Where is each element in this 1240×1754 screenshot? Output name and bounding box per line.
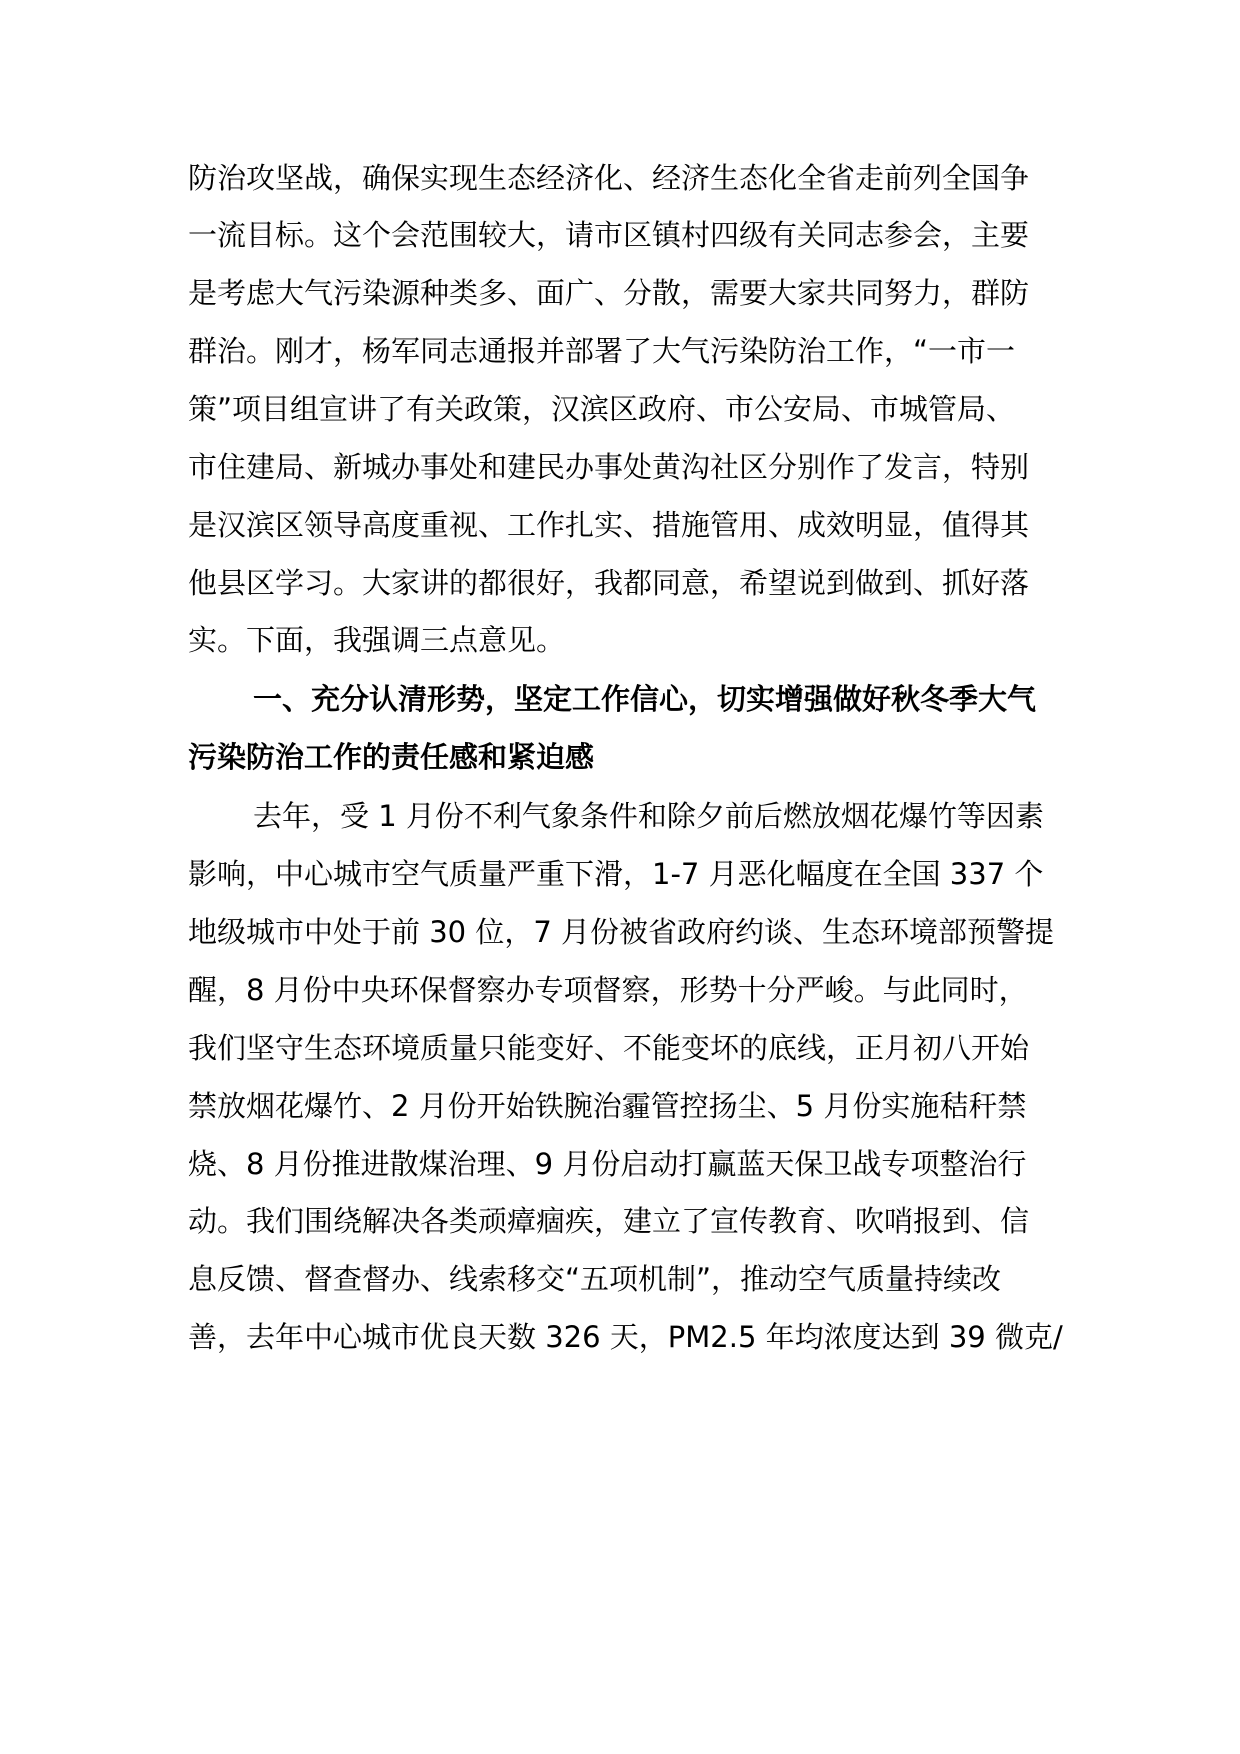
text-line: 醒，8 月份中央环保督察办专项督察，形势十分严峻。与此同时， [188,973,1028,1007]
text-line: 息反馈、督查督办、线索移交“五项机制”，推动空气质量持续改 [188,1262,1002,1296]
text-line: 策”项目组宣讲了有关政策，汉滨区政府、市公安局、市城管局、 [188,392,1016,426]
heading-line: 一、充分认清形势，坚定工作信心，切实增强做好秋冬季大气 [253,682,1037,716]
text-line: 是考虑大气污染源种类多、面广、分散，需要大家共同努力，群防 [188,276,1030,310]
heading-line: 污染防治工作的责任感和紧迫感 [188,740,595,774]
text-line: 去年，受 1 月份不利气象条件和除夕前后燃放烟花爆竹等因素 [253,799,1044,833]
text-line: 烧、8 月份推进散煤治理、9 月份启动打赢蓝天保卫战专项整治行 [188,1147,1027,1181]
text-line: 是汉滨区领导高度重视、工作扎实、措施管用、成效明显，值得其 [188,508,1030,542]
text-line: 防治攻坚战，确保实现生态经济化、经济生态化全省走前列全国争 [188,161,1030,195]
text-line: 市住建局、新城办事处和建民办事处黄沟社区分别作了发言，特别 [188,450,1030,484]
text-line: 群治。刚才，杨军同志通报并部署了大气污染防治工作，“一市一 [188,334,1016,368]
text-line: 他县区学习。大家讲的都很好，我都同意，希望说到做到、抓好落 [188,566,1030,600]
text-line: 禁放烟花爆竹、2 月份开始铁腕治霾管控扬尘、5 月份实施秸秆禁 [188,1089,1027,1123]
text-line: 善，去年中心城市优良天数 326 天，PM2.5 年均浓度达到 39 微克/ [188,1320,1063,1354]
text-line: 动。我们围绕解决各类顽瘴痼疾，建立了宣传教育、吹哨报到、信 [188,1204,1030,1238]
text-line: 地级城市中处于前 30 位，7 月份被省政府约谈、生态环境部预警提 [188,915,1055,949]
text-line: 我们坚守生态环境质量只能变好、不能变坏的底线，正月初八开始 [188,1031,1030,1065]
text-line: 实。下面，我强调三点意见。 [188,623,566,657]
text-line: 一流目标。这个会范围较大，请市区镇村四级有关同志参会，主要 [188,218,1030,252]
text-line: 影响，中心城市空气质量严重下滑，1-7 月恶化幅度在全国 337 个 [188,857,1044,891]
